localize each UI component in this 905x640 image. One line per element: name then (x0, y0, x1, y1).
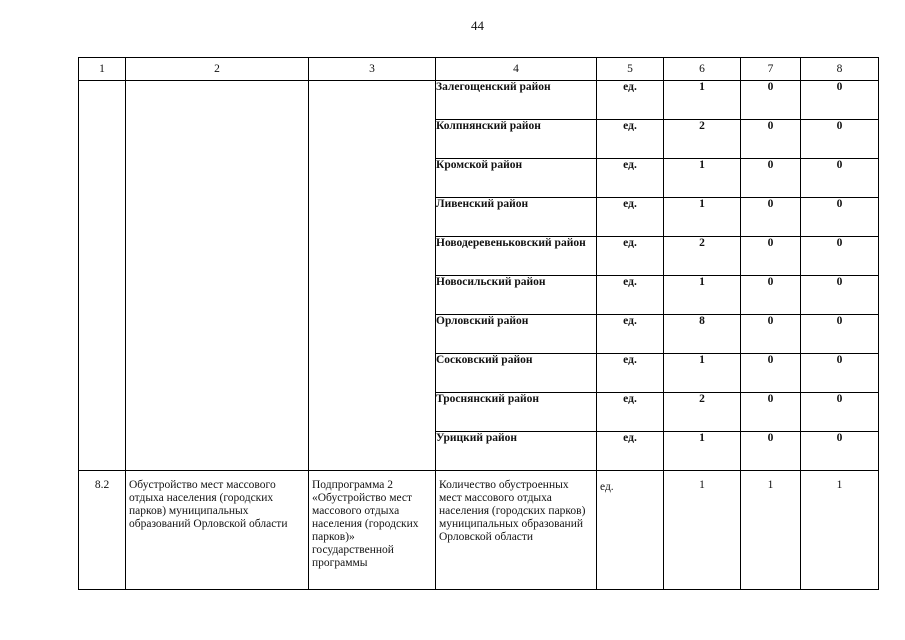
value-col7: 0 (741, 315, 801, 354)
header-col-4: 4 (436, 58, 597, 81)
item-number: 8.2 (79, 471, 126, 590)
unit-cell: ед. (597, 159, 664, 198)
item-program: Подпрограмма 2 «Обустройство мест массового отдыха населения (городских парков)» государственной программы (309, 471, 436, 590)
value-col8: 0 (801, 81, 879, 120)
district-name: Урицкий район (436, 432, 597, 471)
value-col7: 0 (741, 393, 801, 432)
unit-cell: ед. (597, 393, 664, 432)
value-col6: 1 (664, 276, 741, 315)
value-col8: 0 (801, 354, 879, 393)
header-col-1: 1 (79, 58, 126, 81)
value-col6: 1 (664, 354, 741, 393)
unit-cell: ед. (597, 432, 664, 471)
header-col-5: 5 (597, 58, 664, 81)
value-col7: 0 (741, 237, 801, 276)
value-col8: 0 (801, 198, 879, 237)
unit-cell: ед. (597, 198, 664, 237)
page-number: 44 (471, 18, 484, 33)
unit-cell: ед. (597, 120, 664, 159)
value-col7: 0 (741, 120, 801, 159)
item-unit: ед. (597, 471, 664, 590)
value-col8: 0 (801, 276, 879, 315)
value-col7: 0 (741, 198, 801, 237)
item-value-col6: 1 (664, 471, 741, 590)
value-col8: 0 (801, 432, 879, 471)
value-col6: 1 (664, 81, 741, 120)
header-col-3: 3 (309, 58, 436, 81)
header-col-2: 2 (126, 58, 309, 81)
table-row (79, 81, 879, 120)
empty-merged-cell-col3 (309, 81, 436, 471)
value-col7: 0 (741, 276, 801, 315)
item-value-col8: 1 (801, 471, 879, 590)
empty-merged-cell-col2 (126, 81, 309, 471)
value-col8: 0 (801, 237, 879, 276)
item-value-col7: 1 (741, 471, 801, 590)
item-title: Обустройство мест массового отдыха населения (городских парков) муниципальных образований Орловской области (126, 471, 309, 590)
district-name: Сосковский район (436, 354, 597, 393)
unit-cell: ед. (597, 237, 664, 276)
empty-merged-cell-col1 (79, 81, 126, 471)
value-col8: 0 (801, 120, 879, 159)
value-col6: 8 (664, 315, 741, 354)
district-name: Залегощенский район (436, 81, 597, 120)
value-col6: 1 (664, 432, 741, 471)
unit-cell: ед. (597, 276, 664, 315)
value-col8: 0 (801, 393, 879, 432)
unit-cell: ед. (597, 354, 664, 393)
header-col-6: 6 (664, 58, 741, 81)
value-col6: 2 (664, 237, 741, 276)
district-name: Орловский район (436, 315, 597, 354)
header-col-8: 8 (801, 58, 879, 81)
value-col8: 0 (801, 315, 879, 354)
indicator-table (78, 57, 879, 590)
header-row (79, 58, 879, 81)
district-name: Новосильский район (436, 276, 597, 315)
value-col7: 0 (741, 81, 801, 120)
district-name: Троснянский район (436, 393, 597, 432)
value-col8: 0 (801, 159, 879, 198)
value-col6: 2 (664, 120, 741, 159)
value-col6: 2 (664, 393, 741, 432)
district-name: Ливенский район (436, 198, 597, 237)
value-col7: 0 (741, 354, 801, 393)
value-col6: 1 (664, 159, 741, 198)
item-row (79, 471, 879, 590)
unit-cell: ед. (597, 315, 664, 354)
item-indicator: Количество обустроенных мест массового отдыха населения (городских парков) муниципальных образований Орловской области (436, 471, 597, 590)
header-col-7: 7 (741, 58, 801, 81)
district-name: Колпнянский район (436, 120, 597, 159)
value-col7: 0 (741, 432, 801, 471)
value-col6: 1 (664, 198, 741, 237)
unit-cell: ед. (597, 81, 664, 120)
district-name: Кромской район (436, 159, 597, 198)
district-name: Новодеревеньковский район (436, 237, 597, 276)
value-col7: 0 (741, 159, 801, 198)
